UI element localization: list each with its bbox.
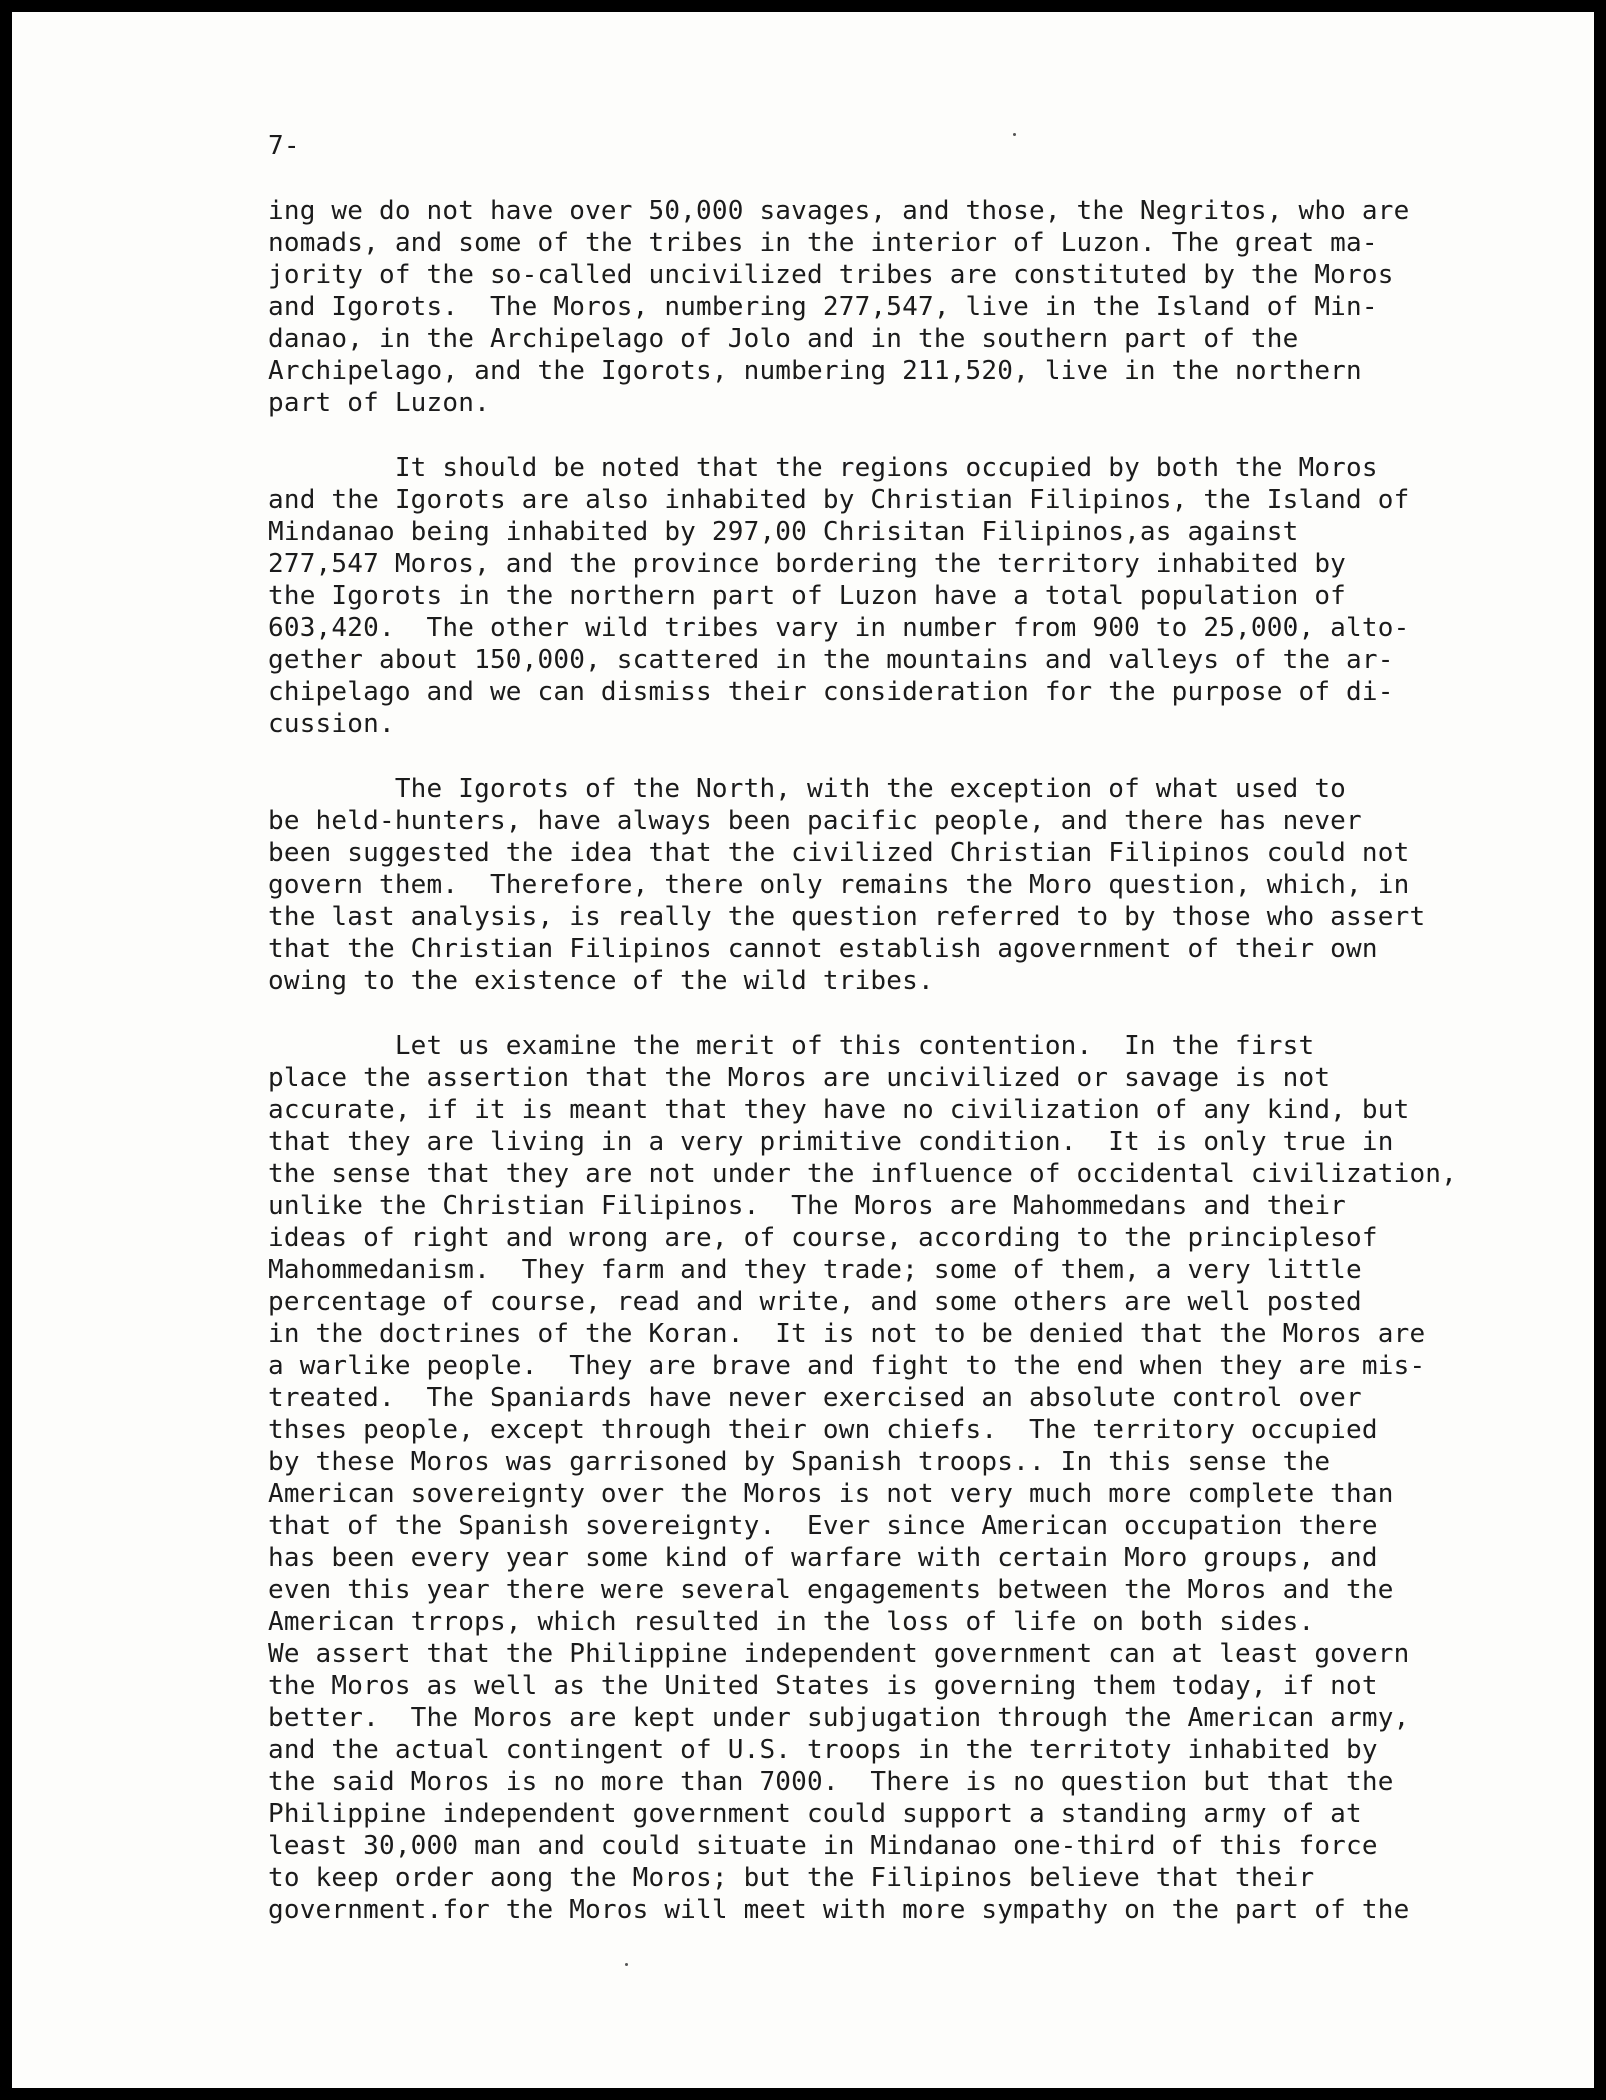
text-line: that of the Spanish sovereignty. Ever since American occupation there — [268, 1511, 1378, 1541]
text-line: danao, in the Archipelago of Jolo and in the southern part of the — [268, 324, 1299, 354]
text-line: in the doctrines of the Koran. It is not to be denied that the Moros are — [268, 1319, 1426, 1349]
text-line: that the Christian Filipinos cannot establish agovernment of their own — [268, 934, 1378, 964]
text-line: the Igorots in the northern part of Luzon have a total population of — [268, 581, 1347, 611]
text-line: We assert that the Philippine independent government can at least govern — [268, 1639, 1410, 1669]
text-line: cussion. — [268, 709, 395, 739]
text-line: part of Luzon. — [268, 388, 490, 418]
text-line: even this year there were several engagements between the Moros and the — [268, 1575, 1394, 1605]
text-line: jority of the so-called uncivilized tribes are constituted by the Moros — [268, 260, 1394, 290]
text-line: Archipelago, and the Igorots, numbering 211,520, live in the northern — [268, 356, 1362, 386]
text-line: nomads, and some of the tribes in the interior of Luzon. The great ma- — [268, 228, 1378, 258]
text-line: the last analysis, is really the question referred to by those who assert — [268, 902, 1426, 932]
text-line: unlike the Christian Filipinos. The Moros are Mahommedans and their — [268, 1191, 1347, 1221]
text-line: by these Moros was garrisoned by Spanish troops.. In this sense the — [268, 1447, 1331, 1477]
text-line: Mindanao being inhabited by 297,00 Chrisitan Filipinos,as against — [268, 517, 1299, 547]
text-line: be held-hunters, have always been pacific people, and there has never — [268, 806, 1362, 836]
text-line: thses people, except through their own chiefs. The territory occupied — [268, 1415, 1378, 1445]
text-line: treated. The Spaniards have never exercised an absolute control over — [268, 1383, 1362, 1413]
text-line: ing we do not have over 50,000 savages, and those, the Negritos, who are — [268, 196, 1410, 226]
text-line: a warlike people. They are brave and fight to the end when they are mis- — [268, 1351, 1426, 1381]
text-line: accurate, if it is meant that they have no civilization of any kind, but — [268, 1095, 1410, 1125]
text-line: govern them. Therefore, there only remains the Moro question, which, in — [268, 870, 1410, 900]
text-line: government.for the Moros will meet with more sympathy on the part of the — [268, 1895, 1410, 1925]
text-line: the said Moros is no more than 7000. There is no question but that the — [268, 1767, 1394, 1797]
paragraph-2 — [268, 452, 1508, 740]
text-line: The Igorots of the North, with the exception of what used to — [268, 774, 1347, 804]
text-line: owing to the existence of the wild tribes. — [268, 966, 934, 996]
text-line: percentage of course, read and write, and some others are well posted — [268, 1287, 1362, 1317]
paragraph-4 — [268, 1030, 1508, 1926]
text-line: the Moros as well as the United States is governing them today, if not — [268, 1671, 1378, 1701]
text-line: and the Igorots are also inhabited by Christian Filipinos, the Island of — [268, 485, 1410, 515]
text-line: Philippine independent government could support a standing army of at — [268, 1799, 1362, 1829]
text-line: that they are living in a very primitive condition. It is only true in — [268, 1127, 1394, 1157]
text-line: place the assertion that the Moros are uncivilized or savage is not — [268, 1063, 1331, 1093]
text-line: 277,547 Moros, and the province bordering the territory inhabited by — [268, 549, 1347, 579]
text-line: Mahommedanism. They farm and they trade; some of them, a very little — [268, 1255, 1362, 1285]
text-line: and Igorots. The Moros, numbering 277,547, live in the Island of Min- — [268, 292, 1378, 322]
document-body — [268, 195, 1508, 1926]
text-line: least 30,000 man and could situate in Mindanao one-third of this force — [268, 1831, 1378, 1861]
text-line: been suggested the idea that the civilized Christian Filipinos could not — [268, 838, 1410, 868]
text-line: American sovereignty over the Moros is not very much more complete than — [268, 1479, 1394, 1509]
text-line: chipelago and we can dismiss their consideration for the purpose of di- — [268, 677, 1394, 707]
text-line: American trrops, which resulted in the loss of life on both sides. — [268, 1607, 1315, 1637]
text-line: ideas of right and wrong are, of course, according to the principlesof — [268, 1223, 1378, 1253]
speck-mark — [625, 1963, 628, 1966]
text-line: better. The Moros are kept under subjugation through the American army, — [268, 1703, 1410, 1733]
paragraph-3 — [268, 773, 1508, 997]
text-line: It should be noted that the regions occupied by both the Moros — [268, 453, 1378, 483]
text-line: Let us examine the merit of this contention. In the first — [268, 1031, 1315, 1061]
text-line: gether about 150,000, scattered in the mountains and valleys of the ar- — [268, 645, 1394, 675]
page-number: 7- — [268, 131, 300, 161]
speck-mark — [1013, 133, 1016, 136]
text-line: 603,420. The other wild tribes vary in number from 900 to 25,000, alto- — [268, 613, 1410, 643]
text-line: to keep order aong the Moros; but the Filipinos believe that their — [268, 1863, 1315, 1893]
text-line: has been every year some kind of warfare with certain Moro groups, and — [268, 1543, 1378, 1573]
text-line: and the actual contingent of U.S. troops in the territoty inhabited by — [268, 1735, 1378, 1765]
text-line: the sense that they are not under the influence of occidental civilization, — [268, 1159, 1457, 1189]
paragraph-1 — [268, 195, 1508, 419]
